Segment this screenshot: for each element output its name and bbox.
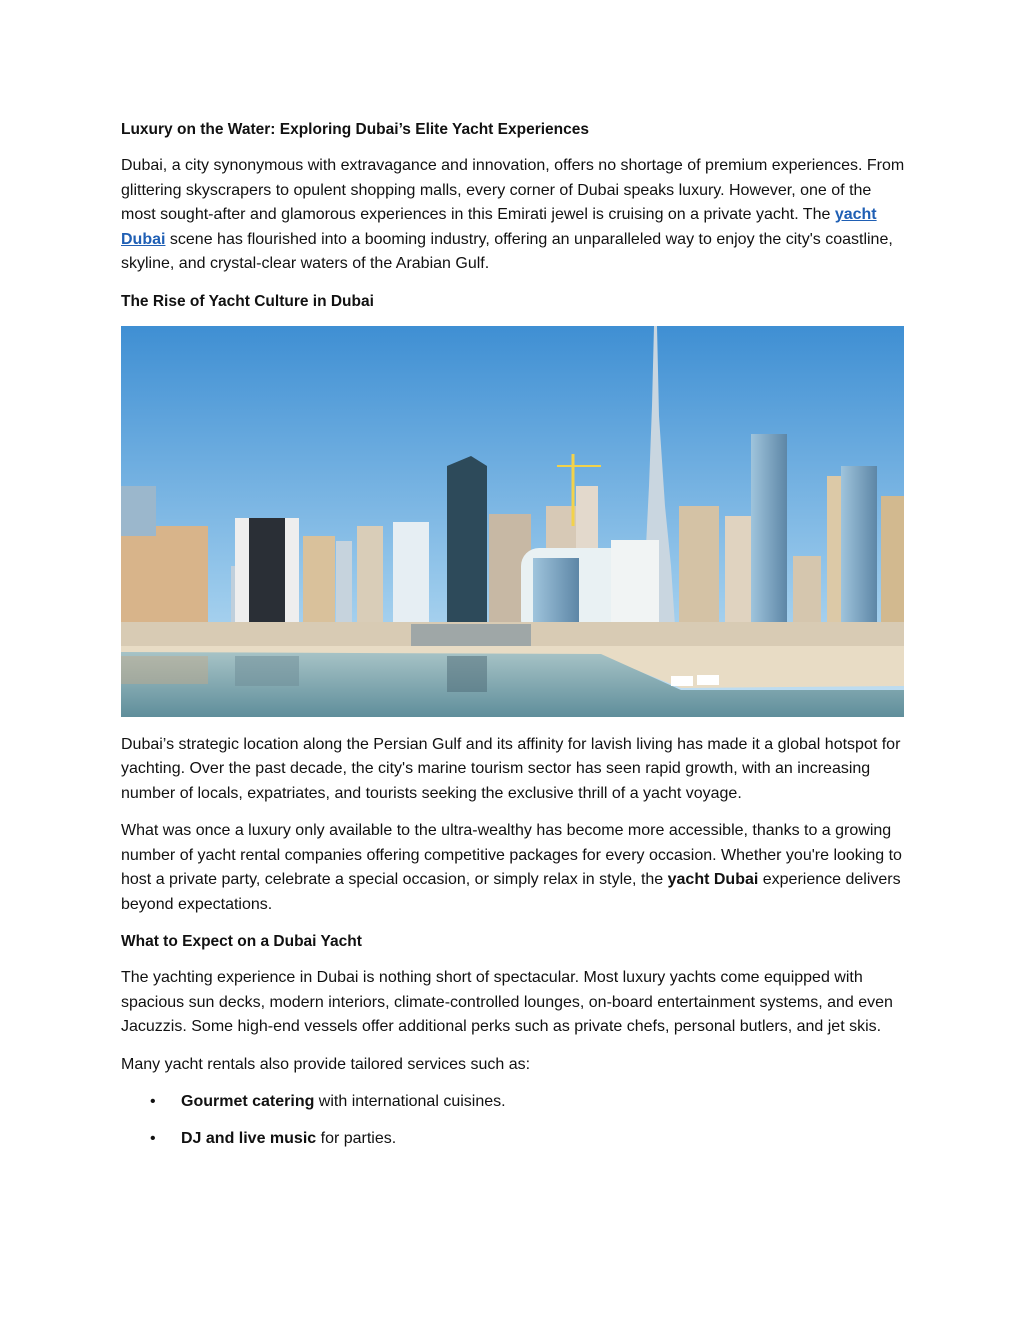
intro-text-start: Dubai, a city synonymous with extravagance and innovation, offers no shortage of premium experiences. From glittering skyscrapers to opulent shopping malls, every corner of Dubai speaks luxury. However, one of the most sought-after and glamorous experiences in this Emirati jewel is cruising on a private yacht. The — [121, 157, 905, 223]
rise-p2-text-end: experience delivers beyond expectations. — [121, 871, 901, 913]
rise-paragraph-2 — [121, 819, 906, 917]
expect-paragraph-1: The yachting experience in Dubai is nothing short of spectacular. Most luxury yachts come equipped with spacious sun decks, modern interiors, climate-controlled lounges, on-board entertainment systems, and even Jacuzzis. Some high-end vessels offer additional perks such as private chefs, personal butlers, and jet skis. — [121, 969, 893, 1035]
yacht-dubai-link[interactable]: yacht Dubai — [121, 206, 877, 248]
rise-p2-bold: yacht Dubai — [667, 871, 759, 888]
article-body — [121, 118, 906, 1164]
intro-paragraph — [121, 154, 906, 277]
section-heading-expect: What to Expect on a Dubai Yacht — [121, 933, 362, 950]
dubai-skyline-photo — [121, 326, 904, 717]
section-heading-rise: The Rise of Yacht Culture in Dubai — [121, 292, 374, 310]
list-item-text: for parties. — [316, 1130, 397, 1147]
list-item — [121, 1090, 906, 1114]
services-list — [121, 1090, 906, 1151]
bullet-dot-icon: • — [150, 1130, 156, 1147]
list-item-bold: Gourmet catering — [181, 1093, 315, 1110]
list-item-bold: DJ and live music — [181, 1130, 317, 1147]
intro-text-end: scene has flourished into a booming industry, offering an unparalleled way to enjoy the city's coastline, skyline, and crystal-clear waters of the Arabian Gulf. — [121, 230, 893, 272]
list-item — [121, 1127, 906, 1151]
rise-p2-text-start: What was once a luxury only available to the ultra-wealthy has become more accessible, thanks to a growing number of yacht rental companies offering competitive packages for every occasion. Whether you're looking to host a private party, celebrate a special occasion, or simply relax in style, the — [121, 822, 902, 888]
article-title: Luxury on the Water: Exploring Dubai’s Elite Yacht Experiences — [121, 121, 589, 138]
bullet-dot-icon: • — [150, 1093, 156, 1110]
expect-paragraph-2: Many yacht rentals also provide tailored services such as: — [121, 1055, 531, 1073]
list-item-text: with international cuisines. — [314, 1093, 506, 1110]
rise-paragraph-1: Dubai’s strategic location along the Persian Gulf and its affinity for lavish living has made it a global hotspot for yachting. Over the past decade, the city's marine tourism sector has seen rapid growth, with an increasing number of locals, expatriates, and tourists seeking the exclusive thrill of a yacht voyage. — [121, 735, 901, 802]
